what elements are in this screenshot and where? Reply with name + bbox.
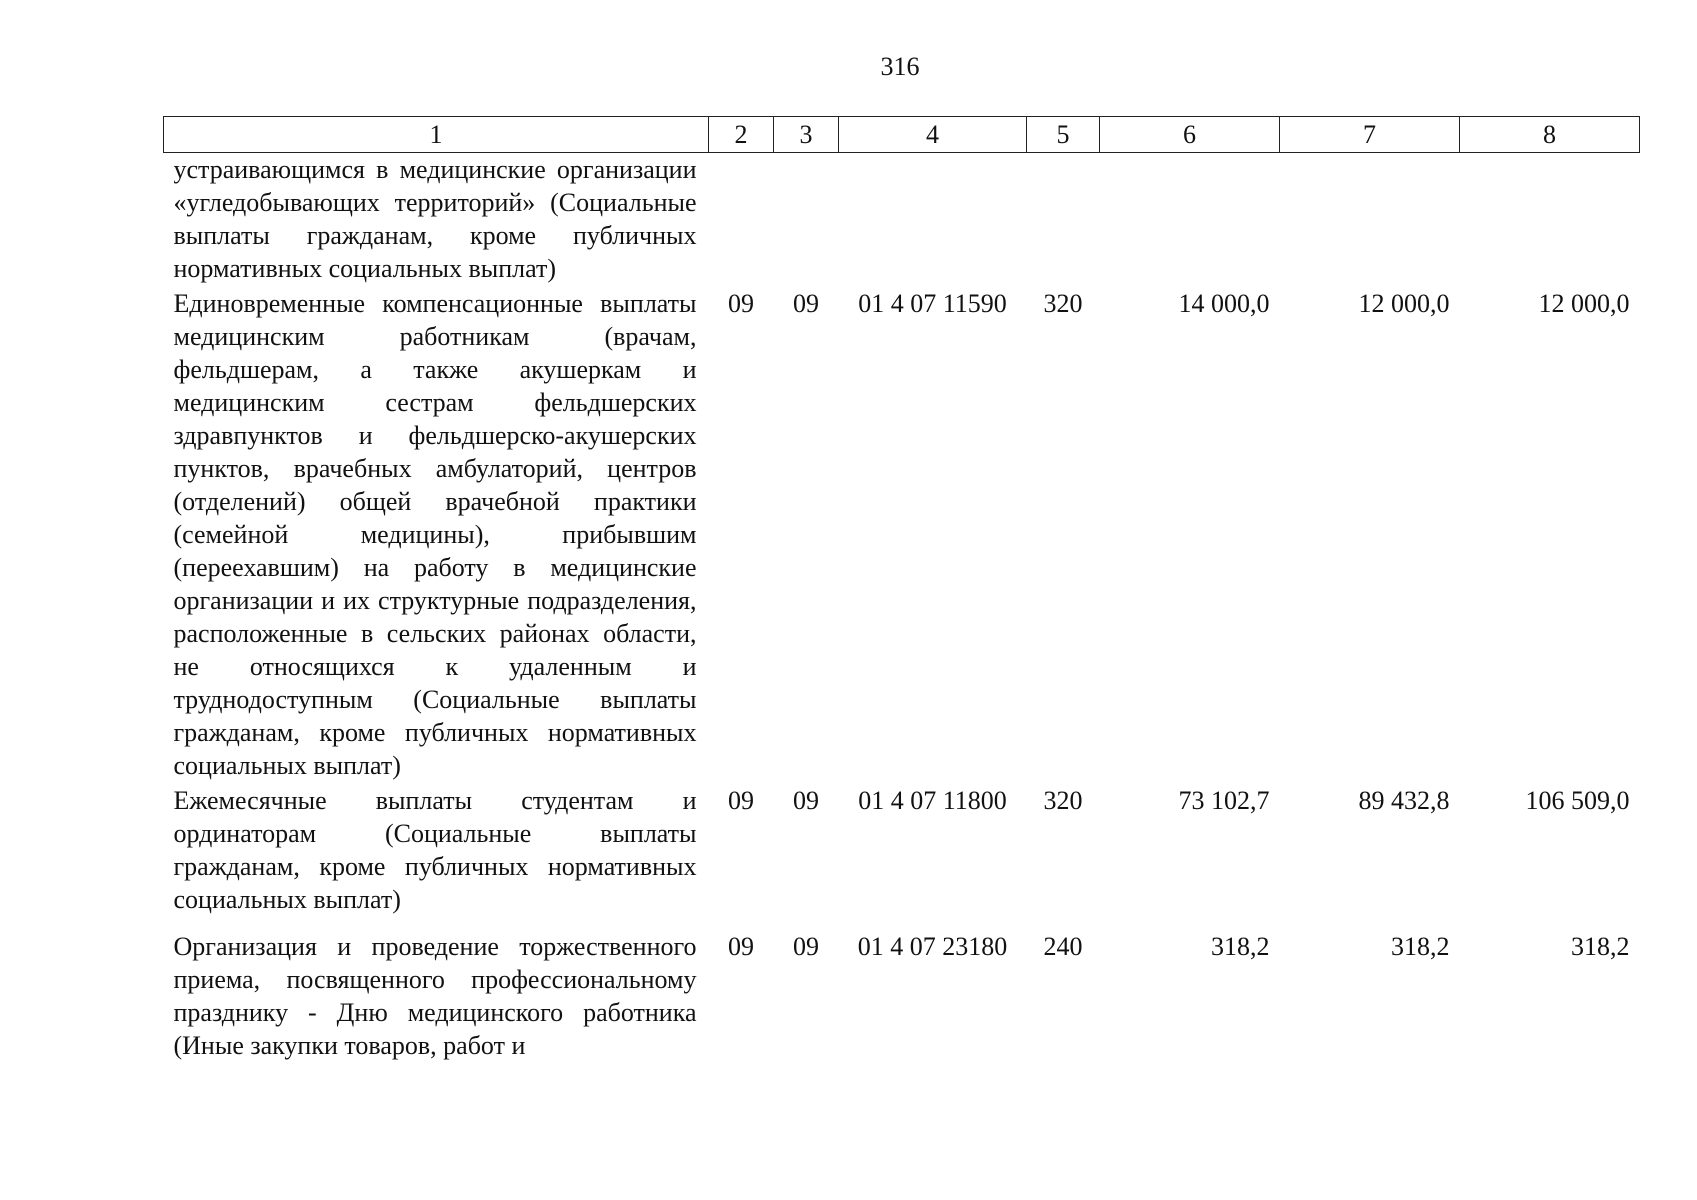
column-header-2: 2: [709, 117, 774, 153]
column-header-1: 1: [164, 117, 709, 153]
row-description: устраивающимся в медицинские организации «угледобывающих территорий» (Социальные выплаты гражданам, кроме публичных нормативных социальных выплат): [173, 155, 697, 283]
row-expense-type: 240: [1043, 932, 1083, 961]
row-section: 09: [728, 786, 754, 815]
row-target-code: 01 4 07 23180: [857, 932, 1008, 961]
row-subsection: 09: [793, 289, 819, 318]
page-number: 316: [880, 52, 920, 81]
row-year2-amount: 12 000,0: [1358, 289, 1450, 318]
row-year3-amount: [1460, 153, 1640, 288]
budget-table: [163, 116, 1640, 1064]
column-header-3: 3: [774, 117, 839, 153]
row-description: Единовременные компенсационные выплаты медицинским работникам (врачам, фельдшерам, а также акушеркам и медицинским сестрам фельдшерских здравпунктов и фельдшерско-акушерских пунктов, врачебных амбулаторий, центров (отделений) общей врачебной практики (семейной медицины), прибывшим (переехавшим) на работу в медицинские организации и их структурные подразделения, расположенные в сельских районах области, не относящихся к удаленным и труднодоступным (Социальные выплаты гражданам, кроме публичных нормативных социальных выплат): [173, 289, 697, 780]
row-year3-amount: 318,2: [1571, 932, 1630, 961]
row-year1-amount: 318,2: [1211, 932, 1270, 961]
row-section: 09: [728, 289, 754, 318]
row-year2-amount: 318,2: [1391, 932, 1450, 961]
row-expense-type: 320: [1043, 786, 1083, 815]
row-section: 09: [728, 932, 754, 961]
table-row: [164, 287, 1640, 784]
table-row: [164, 930, 1640, 1064]
row-target-code: 01 4 07 11590: [858, 289, 1007, 318]
row-year2-amount: [1280, 153, 1460, 288]
column-header-4: 4: [839, 117, 1027, 153]
row-description: Ежемесячные выплаты студентам и ординаторам (Социальные выплаты гражданам, кроме публичных нормативных социальных выплат): [173, 786, 697, 914]
column-header-5: 5: [1027, 117, 1100, 153]
table-row: [164, 153, 1640, 288]
row-subsection: 09: [793, 786, 819, 815]
row-subsection: 09: [793, 932, 819, 961]
row-year1-amount: [1100, 153, 1280, 288]
column-header-6: 6: [1100, 117, 1280, 153]
row-target-code: [839, 153, 1027, 288]
table-row: [164, 784, 1640, 930]
row-year1-amount: 14 000,0: [1178, 289, 1270, 318]
row-target-code: 01 4 07 11800: [858, 786, 1007, 815]
row-year3-amount: 12 000,0: [1538, 289, 1630, 318]
row-year3-amount: 106 509,0: [1525, 786, 1630, 815]
column-header-8: 8: [1460, 117, 1640, 153]
column-number-header-row: [164, 117, 1640, 153]
row-year2-amount: 89 432,8: [1358, 786, 1450, 815]
row-section: [709, 153, 774, 288]
row-year1-amount: 73 102,7: [1178, 786, 1270, 815]
row-expense-type: 320: [1043, 289, 1083, 318]
row-subsection: [774, 153, 839, 288]
row-expense-type: [1027, 153, 1100, 288]
column-header-7: 7: [1280, 117, 1460, 153]
row-description: Организация и проведение торжественного приема, посвященного профессиональному празднику - Дню медицинского работника (Иные закупки товаров, работ и: [173, 932, 697, 1060]
